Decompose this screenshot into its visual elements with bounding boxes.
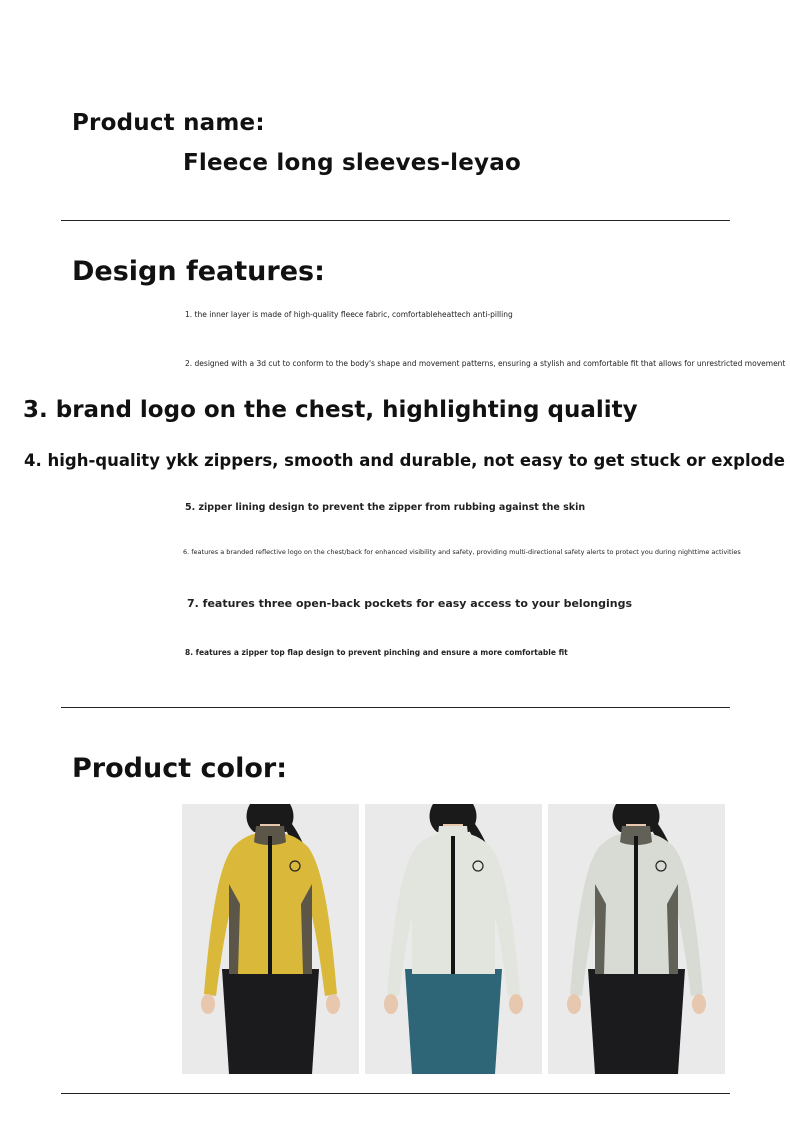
feature-3: 3. brand logo on the chest, highlighting quality	[23, 397, 638, 423]
right-hand	[509, 994, 523, 1014]
color-swatch-yellow[interactable]	[182, 804, 359, 1074]
feature-7: 7. features three open-back pockets for easy access to your belongings	[187, 597, 632, 610]
bottoms	[588, 969, 685, 1074]
feature-4: 4. high-quality ykk zippers, smooth and durable, not easy to get stuck or explode	[24, 451, 785, 470]
right-hand	[326, 994, 340, 1014]
product-color-heading: Product color:	[72, 753, 287, 784]
left-hand	[201, 994, 215, 1014]
feature-8: 8. features a zipper top flap design to prevent pinching and ensure a more comfortable fit	[185, 648, 568, 657]
color-swatch-white[interactable]	[365, 804, 542, 1074]
left-hand	[567, 994, 581, 1014]
left-hand	[384, 994, 398, 1014]
jersey-image	[365, 804, 542, 1074]
design-features-heading: Design features:	[72, 256, 325, 287]
bottoms	[405, 969, 502, 1074]
feature-1: 1. the inner layer is made of high-quality fleece fabric, comfortableheattech anti-pilling	[185, 310, 513, 319]
jersey-image	[548, 804, 725, 1074]
zipper	[634, 836, 638, 974]
divider	[61, 220, 730, 221]
right-hand	[692, 994, 706, 1014]
feature-5: 5. zipper lining design to prevent the zipper from rubbing against the skin	[185, 502, 586, 513]
bottoms	[222, 969, 319, 1074]
color-swatch-grey[interactable]	[548, 804, 725, 1074]
zipper	[451, 836, 455, 974]
feature-6: 6. features a branded reflective logo on the chest/back for enhanced visibility and safety, providing multi-directional safety alerts to protect you during nighttime activities	[183, 548, 741, 556]
divider	[61, 707, 730, 708]
feature-2: 2. designed with a 3d cut to conform to the body's shape and movement patterns, ensuring a stylish and comfortable fit that allows for unrestricted movement	[185, 359, 786, 368]
product-name-label: Product name:	[72, 110, 265, 136]
divider	[61, 1093, 730, 1094]
product-name-value: Fleece long sleeves-leyao	[183, 150, 521, 176]
zipper	[268, 836, 272, 974]
jersey-image	[182, 804, 359, 1074]
